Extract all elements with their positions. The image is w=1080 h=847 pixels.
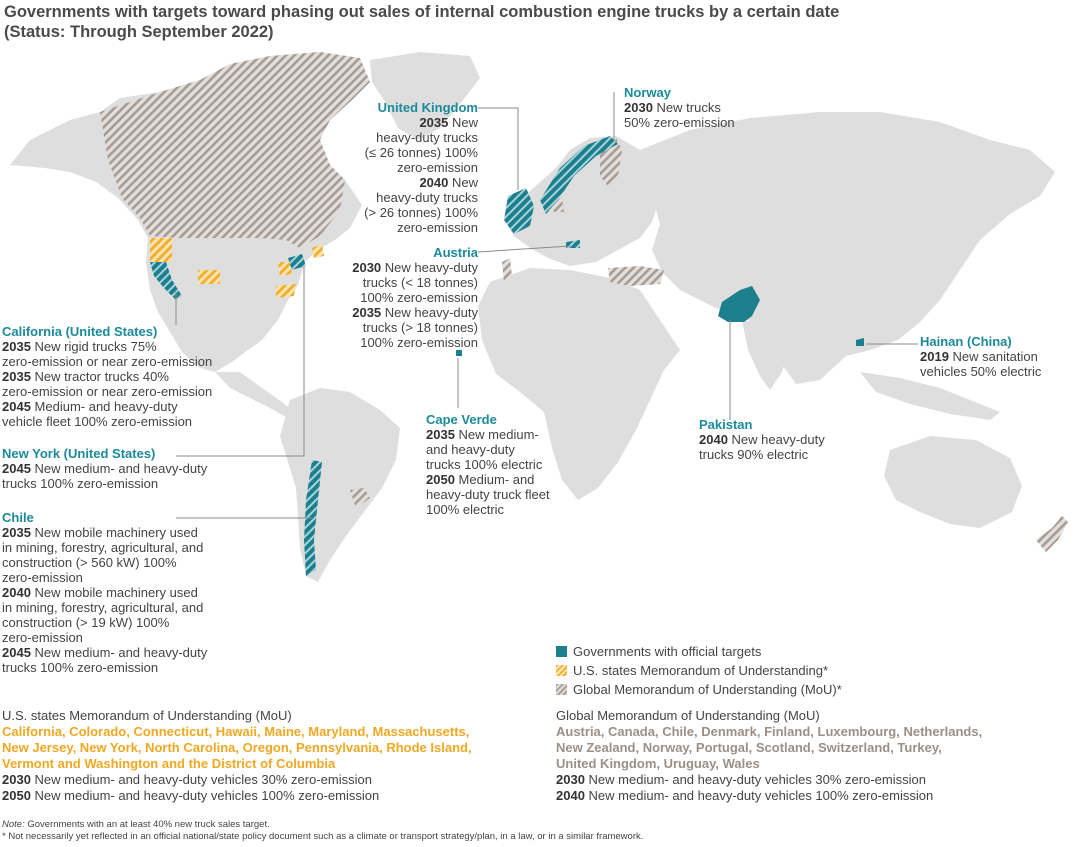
us-mou-block bbox=[2, 708, 472, 804]
colorado-mou bbox=[198, 270, 220, 284]
footnote-text: * Not necessarily yet reflected in an official national/state policy document such as a climate or transport strategy/plan, in a law, or in a similar framework. bbox=[2, 831, 644, 842]
uk-year-1: 2035 bbox=[419, 115, 449, 130]
capeverde-year-1: 2035 bbox=[426, 427, 455, 442]
global-mou-list-2: New Zealand, Norway, Portugal, Scotland, Switzerland, Turkey, bbox=[556, 740, 942, 755]
chile-text-1c: construction (> 560 kW) 100% bbox=[2, 555, 177, 570]
capeverde-name: Cape Verde bbox=[426, 412, 497, 427]
capeverde-text-2c: 100% electric bbox=[426, 502, 505, 517]
global-mou-text-2: New medium- and heavy-duty vehicles 100% zero-emission bbox=[588, 788, 934, 803]
us-mou-swatch-icon bbox=[556, 665, 567, 676]
pakistan-year-1: 2040 bbox=[699, 432, 728, 447]
chile-text-2a: New mobile machinery used bbox=[34, 585, 198, 600]
turkey-global-mou bbox=[608, 266, 664, 286]
california-year-1: 2035 bbox=[2, 339, 31, 354]
global-mou-text-1: New medium- and heavy-duty vehicles 30% zero-emission bbox=[588, 772, 926, 787]
pakistan-name: Pakistan bbox=[699, 417, 753, 432]
hainan-annotation bbox=[920, 334, 1041, 379]
california-text-2a: New tractor trucks 40% bbox=[34, 369, 169, 384]
capeverde-text-1a: New medium- bbox=[458, 427, 539, 442]
uk-text-2c: (> 26 tonnes) 100% bbox=[364, 205, 478, 220]
hainan-year-1: 2019 bbox=[920, 349, 949, 364]
note-text: Governments with an at least 40% new truck sales target. bbox=[27, 819, 270, 830]
california-year-2: 2035 bbox=[2, 369, 31, 384]
austria-text-2a: New heavy-duty bbox=[384, 305, 478, 320]
chile-annotation bbox=[2, 510, 207, 675]
california-year-3: 2045 bbox=[2, 399, 31, 414]
newyork-name: New York (United States) bbox=[2, 446, 156, 461]
pakistan-text-1b: trucks 90% electric bbox=[699, 447, 809, 462]
chile-text-1b: in mining, forestry, agricultural, and bbox=[2, 540, 204, 555]
uk-text-2a: New bbox=[451, 175, 478, 190]
uk-leader bbox=[478, 108, 518, 190]
uk-text-1c: (≤ 26 tonnes) 100% bbox=[364, 145, 478, 160]
california-text-1a: New rigid trucks 75% bbox=[34, 339, 157, 354]
nz-global-mou bbox=[1036, 516, 1068, 552]
austria-text-1a: New heavy-duty bbox=[384, 260, 478, 275]
legend-official-label: Governments with official targets bbox=[573, 644, 762, 659]
norway-text-1b: 50% zero-emission bbox=[624, 115, 735, 130]
note-label: Note: bbox=[2, 819, 25, 830]
global-mou-year-1: 2030 bbox=[556, 772, 585, 787]
us-mou-list-3: Vermont and Washington and the District of Columbia bbox=[2, 756, 336, 771]
uk-text-1d: zero-emission bbox=[397, 160, 478, 175]
chile-year-2: 2040 bbox=[2, 585, 31, 600]
chile-text-3a: New medium- and heavy-duty bbox=[34, 645, 208, 660]
washington-oregon-mou bbox=[150, 238, 172, 262]
chile-text-1a: New mobile machinery used bbox=[34, 525, 198, 540]
capeverde-text-2b: heavy-duty truck fleet bbox=[426, 487, 550, 502]
south-america-land bbox=[280, 388, 400, 582]
australia-land bbox=[884, 436, 1022, 528]
uk-annotation bbox=[330, 100, 478, 235]
chile-text-2c: construction (> 19 kW) 100% bbox=[2, 615, 170, 630]
capeverde-annotation bbox=[426, 412, 550, 517]
california-text-3b: vehicle fleet 100% zero-emission bbox=[2, 414, 193, 429]
uk-text-2b: heavy-duty trucks bbox=[376, 190, 478, 205]
chile-text-3b: trucks 100% zero-emission bbox=[2, 660, 159, 675]
chile-text-1d: zero-emission bbox=[2, 570, 83, 585]
austria-text-1b: trucks (< 18 tonnes) bbox=[362, 275, 478, 290]
uk-name: United Kingdom bbox=[377, 100, 478, 115]
map-title: Governments with targets toward phasing out sales of internal combustion engine trucks by a certain date (Status: Through September 2022) bbox=[4, 3, 840, 41]
austria-year-1: 2030 bbox=[352, 260, 382, 275]
us-mou-year-2: 2050 bbox=[2, 788, 31, 803]
global-mou-list-3: United Kingdom, Uruguay, Wales bbox=[556, 756, 760, 771]
legend-global-mou-label: Global Memorandum of Understanding (MoU)* bbox=[573, 682, 842, 697]
legend-us-mou bbox=[556, 661, 842, 680]
newyork-annotation bbox=[2, 446, 207, 491]
us-mou-text-1: New medium- and heavy-duty vehicles 30% zero-emission bbox=[34, 772, 372, 787]
northeast-mou bbox=[278, 262, 292, 276]
california-text-2b: zero-emission or near zero-emission bbox=[2, 384, 213, 399]
pakistan-annotation bbox=[699, 417, 825, 462]
newyork-year-1: 2045 bbox=[2, 461, 31, 476]
chile-text-2d: zero-emission bbox=[2, 630, 83, 645]
us-mou-list-2: New Jersey, New York, North Carolina, Oregon, Pennsylvania, Rhode Island, bbox=[2, 740, 472, 755]
map-legend bbox=[556, 642, 842, 699]
global-mou-year-2: 2040 bbox=[556, 788, 585, 803]
california-text-3a: Medium- and heavy-duty bbox=[34, 399, 178, 414]
california-annotation bbox=[2, 324, 212, 429]
austria-text-2b: trucks (> 18 tonnes) bbox=[362, 320, 478, 335]
uk-text-2d: zero-emission bbox=[397, 220, 478, 235]
legend-us-mou-label: U.S. states Memorandum of Understanding* bbox=[573, 663, 829, 678]
austria-name: Austria bbox=[433, 245, 478, 260]
chile-text-2b: in mining, forestry, agricultural, and bbox=[2, 600, 204, 615]
global-mou-swatch-icon bbox=[556, 684, 567, 695]
uk-text-1b: heavy-duty trucks bbox=[376, 130, 478, 145]
uk-text-1a: New bbox=[451, 115, 478, 130]
global-mou-block bbox=[556, 708, 982, 804]
capeverde-text-2a: Medium- and bbox=[458, 472, 535, 487]
california-text-1b: zero-emission or near zero-emission bbox=[2, 354, 213, 369]
global-mou-list-1: Austria, Canada, Chile, Denmark, Finland, Luxembourg, Netherlands, bbox=[556, 724, 983, 739]
newyork-text-1b: trucks 100% zero-emission bbox=[2, 476, 159, 491]
norway-name: Norway bbox=[624, 85, 671, 100]
us-mou-year-1: 2030 bbox=[2, 772, 31, 787]
carolina-mou bbox=[276, 284, 296, 298]
austria-annotation bbox=[318, 245, 478, 350]
hainan-text-1b: vehicles 50% electric bbox=[920, 364, 1042, 379]
chile-name: Chile bbox=[2, 510, 34, 525]
capeverde-text-1c: trucks 100% electric bbox=[426, 457, 543, 472]
chile-year-1: 2035 bbox=[2, 525, 31, 540]
cape-verde-official bbox=[456, 350, 462, 356]
chile-year-3: 2045 bbox=[2, 645, 31, 660]
legend-global-mou bbox=[556, 680, 842, 699]
hainan-name: Hainan (China) bbox=[920, 334, 1012, 349]
official-swatch-icon bbox=[556, 646, 567, 657]
global-mou-heading: Global Memorandum of Understanding (MoU) bbox=[556, 708, 820, 723]
central-america-land bbox=[215, 372, 296, 418]
pakistan-text-1a: New heavy-duty bbox=[731, 432, 825, 447]
newyork-text-1a: New medium- and heavy-duty bbox=[34, 461, 208, 476]
footnotes bbox=[2, 819, 643, 843]
norway-year-1: 2030 bbox=[624, 100, 653, 115]
se-asia-land bbox=[860, 372, 1000, 420]
legend-official bbox=[556, 642, 842, 661]
us-mou-list-1: California, Colorado, Connecticut, Hawaii, Maine, Maryland, Massachusetts, bbox=[2, 724, 470, 739]
austria-year-2: 2035 bbox=[352, 305, 382, 320]
austria-text-1c: 100% zero-emission bbox=[360, 290, 478, 305]
capeverde-year-2: 2050 bbox=[426, 472, 455, 487]
california-name: California (United States) bbox=[2, 324, 158, 339]
austria-text-2c: 100% zero-emission bbox=[360, 335, 478, 350]
us-mou-heading: U.S. states Memorandum of Understanding (MoU) bbox=[2, 708, 292, 723]
uk-year-2: 2040 bbox=[419, 175, 449, 190]
norway-text-1a: New trucks bbox=[656, 100, 721, 115]
norway-annotation bbox=[624, 85, 735, 130]
capeverde-text-1b: and heavy-duty bbox=[426, 442, 515, 457]
us-mou-text-2: New medium- and heavy-duty vehicles 100% zero-emission bbox=[34, 788, 380, 803]
hainan-text-1a: New sanitation bbox=[952, 349, 1038, 364]
